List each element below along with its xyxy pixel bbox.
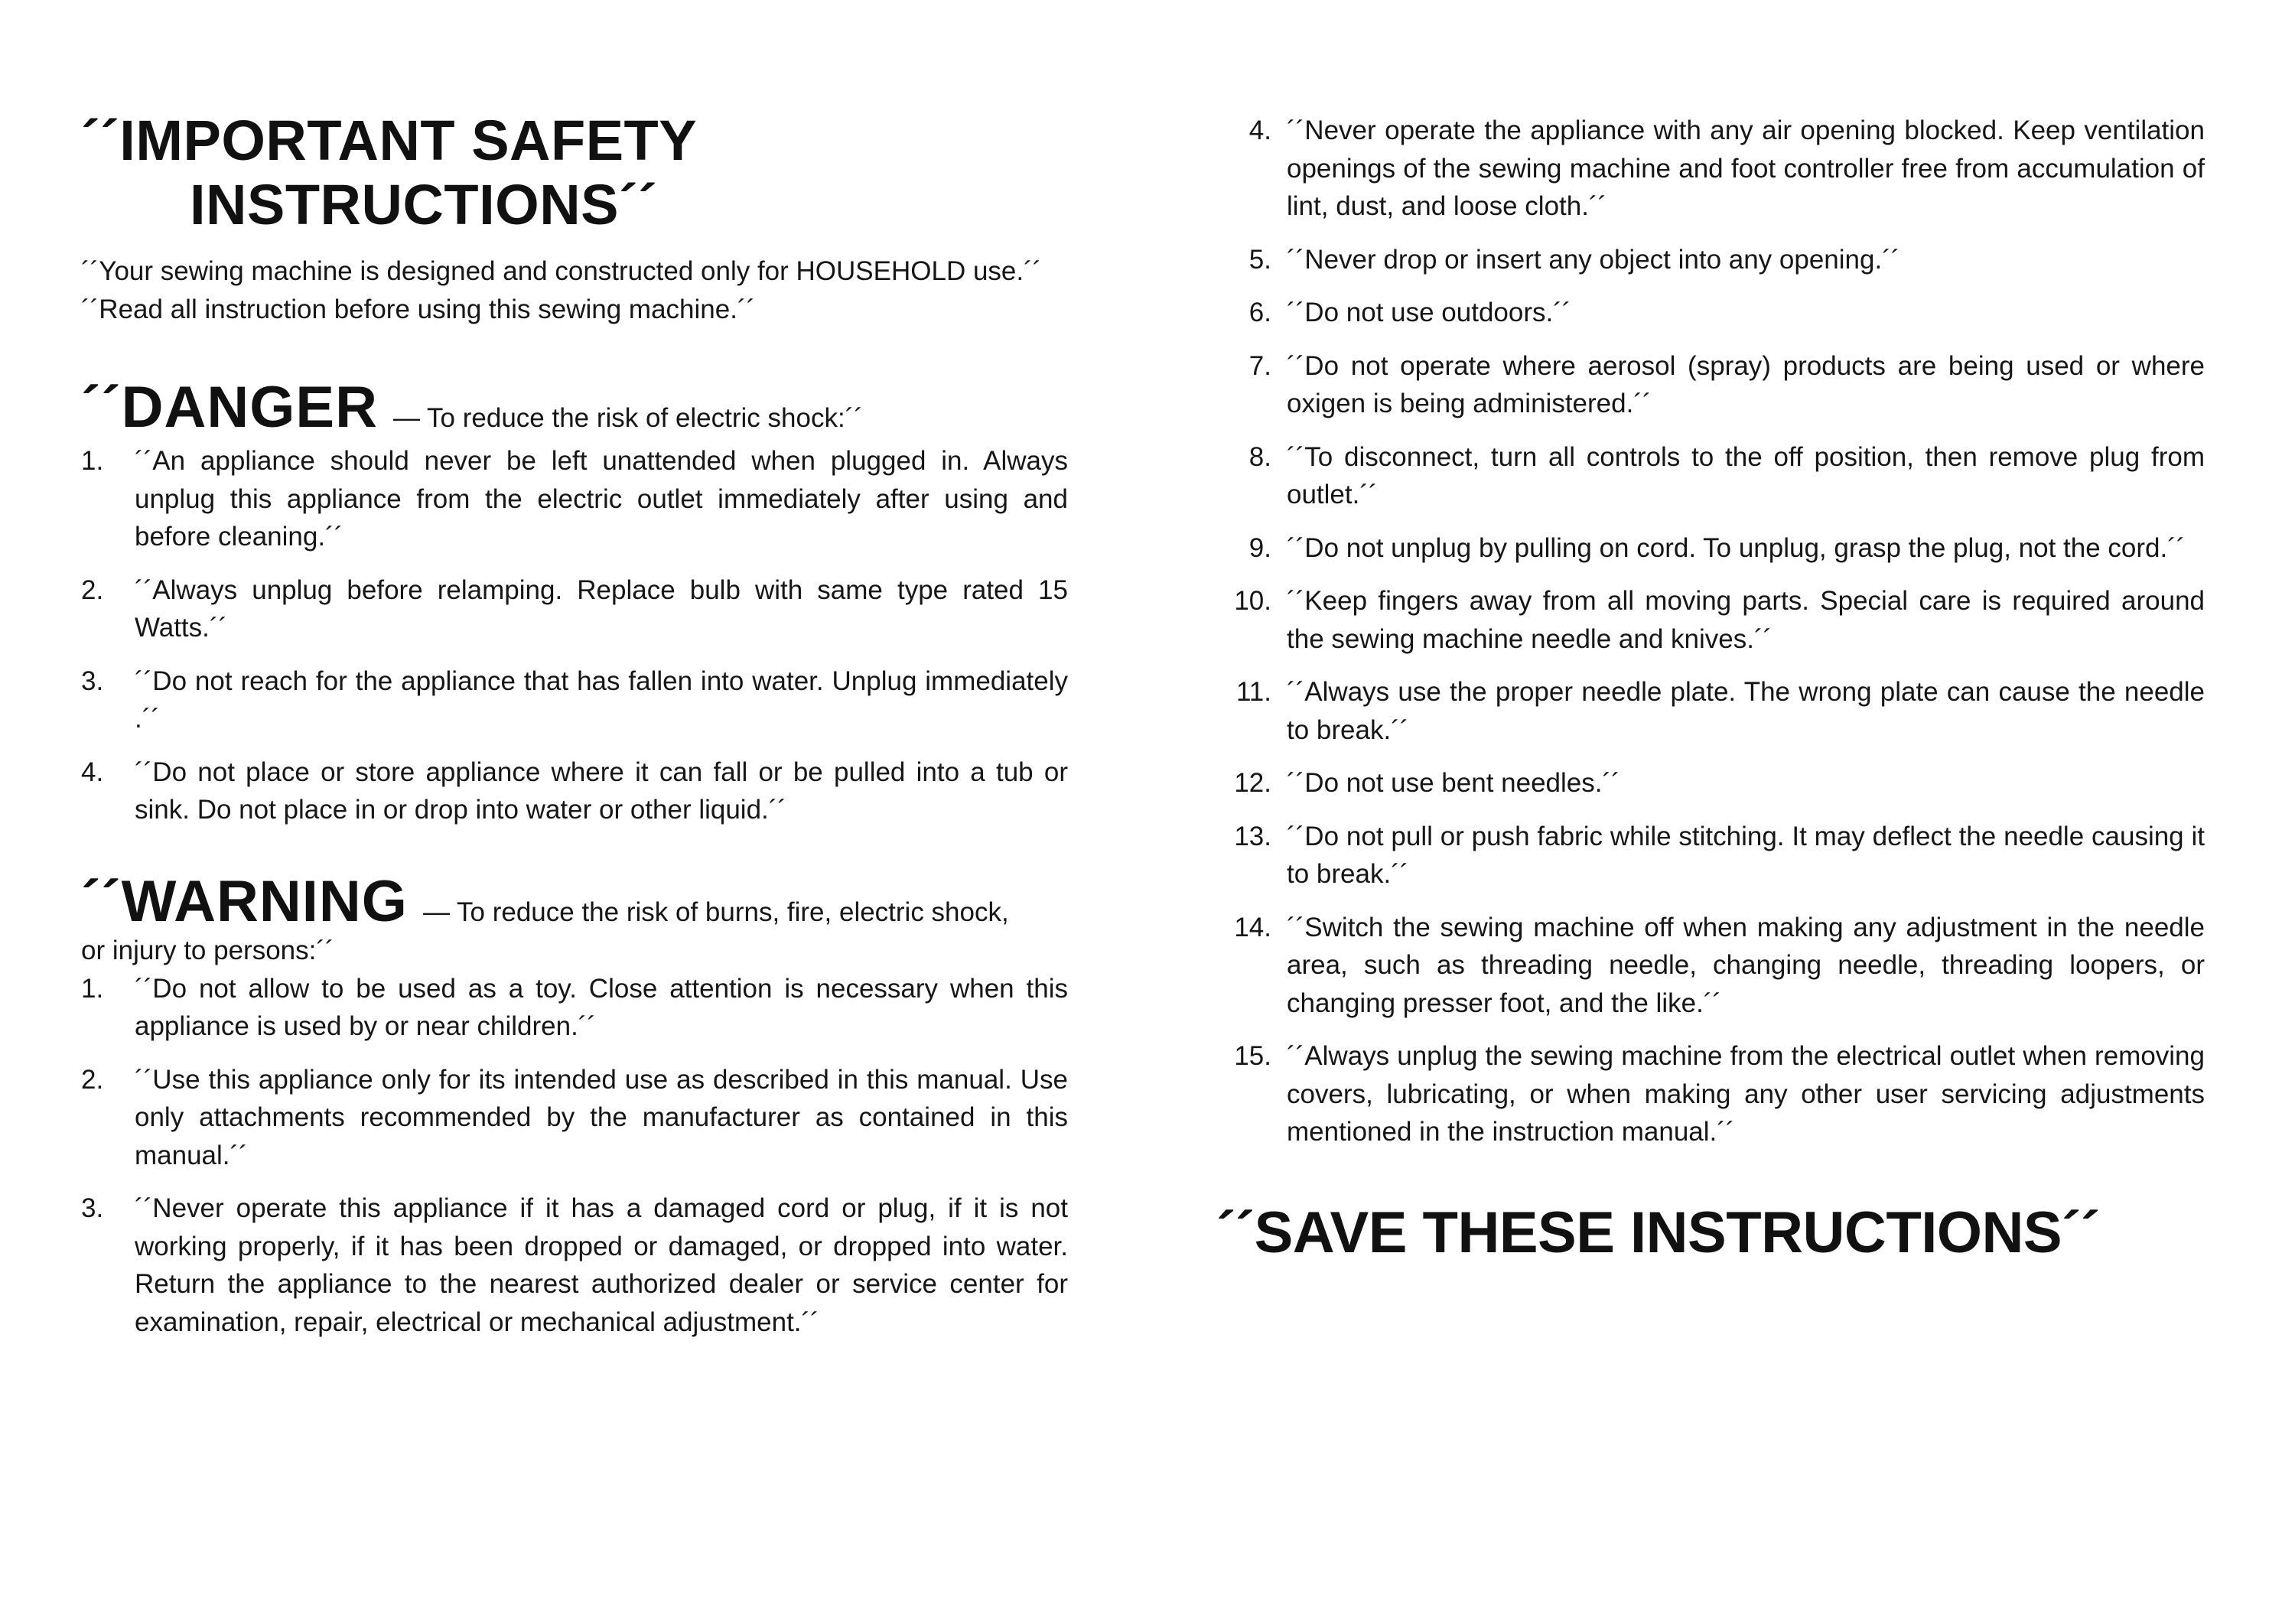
- left-column: [81, 109, 1068, 1356]
- item-number: 4.: [1248, 116, 1271, 145]
- item-text: ´´Always unplug the sewing machine from the electrical outlet when removing covers, lubricating, or when making any other user servicing adjustments mentioned in the instruction manual.´´: [1287, 1041, 2205, 1147]
- item-text: ´´An appliance should never be left unattended when plugged in. Always unplug this appliance from the electric outlet immediately after using and before cleaning.´´: [135, 446, 1068, 552]
- warning-title: ´´WARNING: [81, 868, 408, 934]
- list-item: [1216, 909, 2205, 1023]
- item-number: 1.: [81, 446, 104, 476]
- item-text: ´´Always unplug before relamping. Replace bulb with same type rated 15 Watts.´´: [135, 574, 1068, 643]
- danger-title: ´´DANGER: [81, 375, 378, 440]
- list-item: [1216, 112, 2205, 226]
- warning-heading: [81, 867, 1068, 936]
- right-column: [1216, 112, 2205, 1268]
- list-item: [81, 571, 1068, 647]
- item-number: 1.: [81, 973, 104, 1004]
- item-text: ´´Always use the proper needle plate. The wrong plate can cause the needle to break.´´: [1287, 677, 2205, 745]
- title-line-1: ´´IMPORTANT SAFETY: [81, 109, 698, 172]
- page-title: [81, 109, 1068, 237]
- item-number: 2.: [81, 574, 104, 605]
- list-item: [1216, 438, 2205, 514]
- item-text: ´´Do not operate where aerosol (spray) products are being used or where oxigen is being administered.´´: [1287, 350, 2205, 418]
- item-number: 15.: [1234, 1041, 1271, 1071]
- item-text: ´´Switch the sewing machine off when making any adjustment in the needle area, such as threading needle, changing needle, threading loopers, or changing presser foot, and the like.´´: [1287, 912, 2205, 1018]
- item-text: ´´Do not reach for the appliance that has fallen into water. Unplug immediately .´´: [135, 666, 1068, 734]
- intro-line-2: ´´Read all instruction before using this sewing machine.´´: [81, 295, 756, 324]
- item-text: ´´Use this appliance only for its intended use as described in this manual. Use only attachments recommended by the manufacturer as contained in this manual.´´: [135, 1064, 1068, 1170]
- list-item: [1216, 529, 2205, 568]
- intro-line-1: ´´Your sewing machine is designed and constructed only for HOUSEHOLD use.´´: [81, 256, 1042, 286]
- item-text: ´´Do not use outdoors.´´: [1287, 298, 1571, 327]
- item-number: 11.: [1235, 677, 1271, 707]
- list-item: [1216, 818, 2205, 893]
- item-text: ´´Do not pull or push fabric while stitching. It may deflect the needle causing it to break.´´: [1287, 821, 2205, 889]
- item-text: ´´Do not unplug by pulling on cord. To unplug, grasp the plug, not the cord.´´: [1287, 532, 2186, 563]
- list-item: [81, 970, 1068, 1046]
- intro-text: [81, 252, 1068, 329]
- item-number: 5.: [1248, 244, 1271, 275]
- item-number: 2.: [81, 1064, 104, 1095]
- list-item: [1216, 582, 2205, 658]
- danger-heading: [81, 373, 1068, 442]
- list-item: [1216, 294, 2205, 332]
- list-item: [81, 662, 1068, 738]
- item-number: 4.: [81, 757, 104, 787]
- danger-subtitle: — To reduce the risk of electric shock:´´: [392, 403, 863, 433]
- list-item: [1216, 1037, 2205, 1151]
- item-text: ´´Never operate this appliance if it has a damaged cord or plug, if it is not working properly, if it has been dropped or damaged, or dropped into water. Return the appliance to the nearest authorized dealer or service center for examination, repair, electrical or mechanical adjustment.´´: [135, 1193, 1068, 1337]
- danger-list: [81, 442, 1068, 829]
- item-number: 6.: [1248, 298, 1271, 327]
- list-item: [81, 753, 1068, 829]
- item-number: 13.: [1234, 821, 1271, 851]
- item-text: ´´Do not use bent needles.´´: [1287, 768, 1620, 798]
- save-instructions-heading: ´´SAVE THESE INSTRUCTIONS´´: [1216, 1199, 2100, 1265]
- item-number: 12.: [1234, 768, 1271, 798]
- item-text: ´´Never operate the appliance with any air opening blocked. Keep ventilation openings of the sewing machine and foot controller free from accumulation of lint, dust, and loose cloth.´´: [1287, 116, 2205, 221]
- item-text: ´´To disconnect, turn all controls to the off position, then remove plug from outlet.´´: [1287, 441, 2205, 509]
- item-number: 3.: [81, 666, 104, 696]
- item-number: 14.: [1234, 912, 1271, 942]
- warning-subtitle: — To reduce the risk of burns, fire, electric shock,: [422, 897, 1009, 927]
- list-item: [1216, 673, 2205, 749]
- item-text: ´´Do not place or store appliance where it can fall or be pulled into a tub or sink. Do not place in or drop into water or other liquid.´´: [135, 757, 1068, 825]
- item-number: 8.: [1248, 441, 1271, 472]
- list-item: [1216, 347, 2205, 423]
- item-text: ´´Never drop or insert any object into any opening.´´: [1287, 244, 1900, 275]
- title-line-2: INSTRUCTIONS´´: [190, 173, 658, 236]
- list-item: [1216, 764, 2205, 802]
- list-item: [1216, 241, 2205, 279]
- item-number: 3.: [81, 1193, 104, 1223]
- item-number: 10.: [1234, 586, 1271, 616]
- warning-subtitle-continued: or injury to persons:´´: [81, 935, 334, 965]
- list-item: [81, 442, 1068, 556]
- list-item: [81, 1190, 1068, 1341]
- warning-list-part-1: [81, 970, 1068, 1342]
- item-number: 9.: [1248, 532, 1271, 563]
- item-number: 7.: [1248, 350, 1271, 381]
- list-item: [81, 1061, 1068, 1175]
- item-text: ´´Do not allow to be used as a toy. Close attention is necessary when this appliance is used by or near children.´´: [135, 973, 1068, 1041]
- warning-list-part-2: [1216, 112, 2205, 1151]
- item-text: ´´Keep fingers away from all moving parts. Special care is required around the sewing machine needle and knives.´´: [1287, 586, 2205, 654]
